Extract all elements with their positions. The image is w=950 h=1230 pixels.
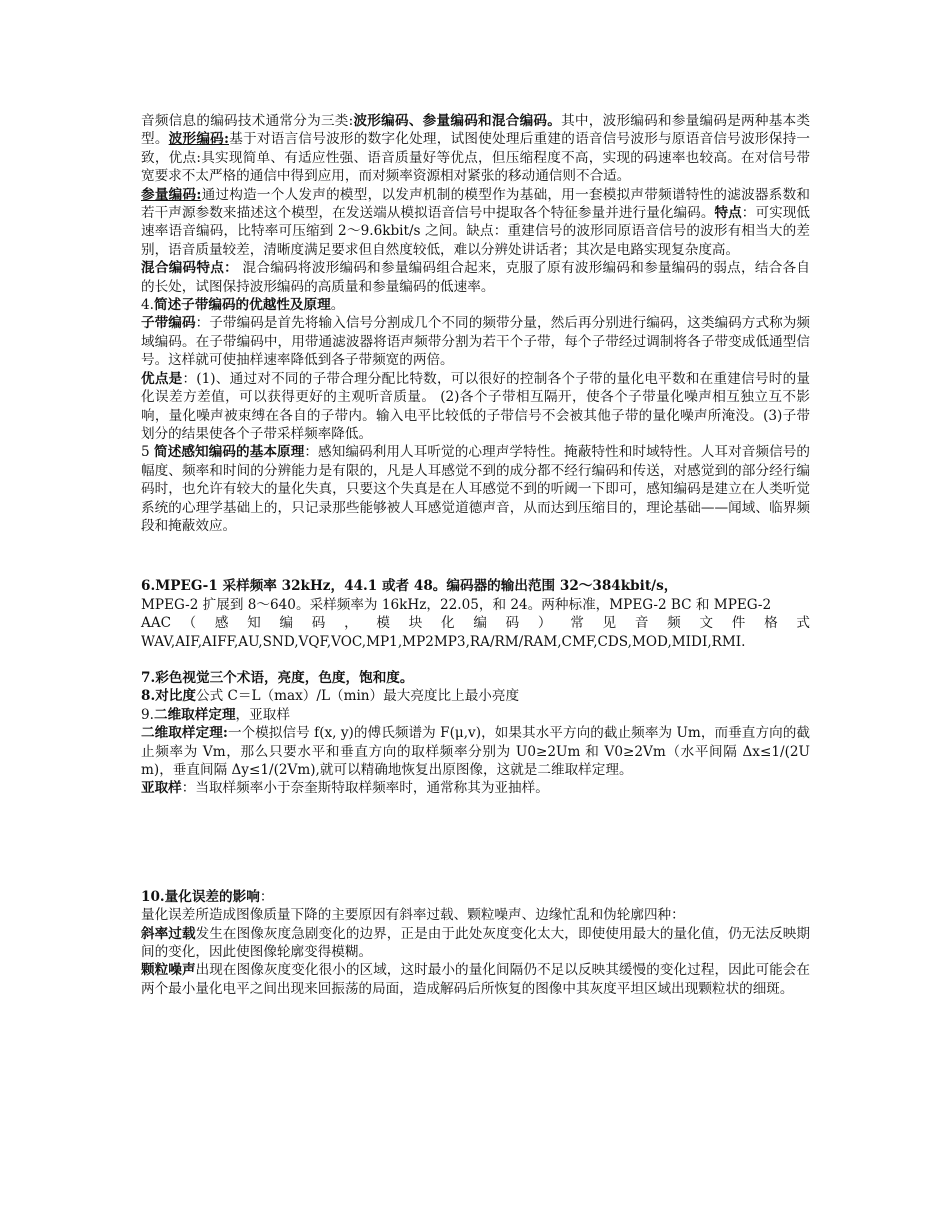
bold-text: 简述感知编码的基本原理: [154, 444, 305, 461]
term-subsampling: 亚取样: [141, 780, 182, 797]
paragraph-contrast: [141, 687, 810, 705]
term-granular-noise: 颗粒噪声: [141, 962, 196, 979]
text: 发生在图像灰度急剧变化的边界，正是由于此处灰度变化太大，即使使用最大的量化值，仍无法反映期间的变化，因此使图像轮廓变得模糊。: [141, 925, 811, 961]
text: 。: [330, 297, 345, 314]
term-parametric-coding: 参量编码:: [141, 186, 202, 203]
text: ：感知编码利用人耳听觉的心理声学特性。掩蔽特性和时域特性。人耳对音频信号的幅度、频率和时间的分辨能力是有限的，凡是人耳感觉不到的成分都不经行编码和传送，对感觉到的部分经行编码时，也允许有较大的量化失真，只要这个失真是在人耳感觉不到的听阈一下即可，感知编码是建立在人类听觉系统的心理学基础上的，只记录那些能够被人耳感觉道德声音，从而达到压缩目的，理论基础——闻域、临界频段和掩蔽效应。: [141, 444, 810, 534]
bold-text: 7.彩色视觉三个术语，亮度，色度，饱和度。: [141, 669, 414, 686]
text: 其中，波形编码和参量编码是两种基本类型。: [141, 113, 810, 148]
bold-text: 6.MPEG-1 采样频率 32kHz，44.1 或者 48。编码器的输出范围 32～384kbit/s，: [141, 578, 678, 595]
paragraph-granular-noise: [141, 961, 810, 998]
heading-color-vision: [141, 669, 810, 687]
bold-text: 简述子带编码的优越性及原理: [153, 297, 331, 314]
term-hybrid-coding: 混合编码特点：: [141, 260, 238, 277]
heading-mpeg1: [141, 577, 810, 595]
paragraph-quantization-causes: [141, 906, 810, 924]
document-page: [141, 112, 810, 998]
bold-text: 二维取样定理: [153, 706, 236, 723]
text: 公式 C＝L（max）/L（min）最大亮度比上最小亮度: [195, 688, 520, 705]
text: ：当取样频率小于奈奎斯特取样频率时，通常称其为亚抽样。: [181, 780, 549, 797]
term-waveform-coding: 波形编码:: [168, 131, 230, 148]
text: 通过构造一个人发声的模型，以发声机制的模型作为基础，用一套模拟声带频谱特性的滤波器系数和若干声源参数来描述这个模型，在发送端从模拟语音信号中提取各个特征参量并进行量化编码。: [141, 186, 810, 222]
spacer: [141, 535, 810, 577]
bold-text: 波形编码、参量编码和混合编码。: [353, 113, 562, 129]
term-advantages: 优点是: [141, 370, 183, 387]
term-sampling-theorem: 二维取样定理:: [141, 725, 228, 742]
text: 4.: [141, 297, 154, 314]
text: WAV,AIF,AIFF,AU,SND,VQF,VOC,MP1,MP2MP3,RA/RM/RAM,CMF,CDS,MOD,MIDI,RMI.: [141, 633, 746, 650]
heading-sampling-theorem: [141, 706, 810, 724]
text: 基于对语言信号波形的数字化处理，试图使处理后重建的语音信号波形与原语音信号波形保持一致，优点:具实现简单、有适应性强、语音质量好等优点，但压缩程度不高，实现的码速率也较高。在对信号带宽要求不太严格的通信中得到应用，而对频率资源相对紧张的移动通信则不合适。: [141, 131, 811, 185]
paragraph-parametric-coding: [141, 186, 810, 260]
paragraph-subsampling: [141, 779, 810, 797]
spacer: [141, 651, 810, 669]
text: 混合编码将波形编码和参量编码组合起来，克服了原有波形编码和参量编码的弱点，结合各自的长处，试图保持波形编码的高质量和参量编码的低速率。: [141, 260, 810, 295]
text: ：: [259, 888, 274, 905]
paragraph-audio-formats: [141, 633, 810, 651]
heading-quantization-error: [141, 888, 810, 906]
paragraph-hybrid-coding: [141, 259, 810, 296]
term-slope-overload: 斜率过载: [141, 925, 196, 942]
text: 音频信息的编码技术通常分为三类:: [141, 113, 354, 129]
text: AAC （ 感 知 编 码 ， 模 块 化 编 码 ） 常 见 音 频 文 件 格 式: [141, 615, 810, 632]
paragraph-sampling-theorem: [141, 724, 810, 779]
paragraph-slope-overload: [141, 925, 810, 962]
paragraph-perceptual-coding: [141, 443, 810, 535]
bold-text: 10.量化误差的影响: [141, 888, 260, 905]
text: MPEG-2 扩展到 8～640。采样频率为 16kHz，22.05，和 24。两种标准，MPEG-2 BC 和 MPEG-2: [141, 596, 772, 613]
paragraph-advantages: [141, 370, 810, 444]
text: 5: [141, 444, 155, 461]
text: 一个模拟信号 f(x, y)的傅氏频谱为 F(μ,v)，如果其水平方向的截止频率为 Um，而垂直方向的截止频率为 Vm，那么只要水平和垂直方向的取样频率分别为 U0≥2Um 和 V0≥2Vm（水平间隔 Δx≤1/(2Um)，垂直间隔 Δy≤1/(2Vm),就可以精确地恢复出原图像，这就是二维取样定理。: [141, 725, 810, 778]
paragraph-mpeg2-line2: [141, 614, 810, 632]
text: 9.: [141, 706, 154, 723]
term-contrast: 8.对比度: [141, 688, 196, 705]
text: 量化误差所造成图像质量下降的主要原因有斜率过载、颗粒噪声、边缘忙乱和伪轮廓四种：: [141, 907, 685, 924]
bold-text: 特点: [714, 205, 742, 222]
text: ，亚取样: [235, 706, 290, 723]
paragraph-subband-coding: [141, 314, 810, 369]
spacer: [141, 798, 810, 888]
heading-subband-coding: [141, 296, 810, 314]
term-subband-coding: 子带编码: [141, 315, 196, 332]
paragraph-audio-coding-types: [141, 112, 810, 186]
paragraph-mpeg2-line1: [141, 596, 810, 614]
text: ：可实现低速率语音编码，比特率可压缩到 2～9.6kbit/s 之间。缺点：重建信号的波形同原语音信号的波形有相当大的差别，语音质量较差，清晰度满足要求但自然度较低，难以分辨处讲话者；其次是电路实现复杂度高。: [141, 205, 811, 258]
text: 出现在图像灰度变化很小的区域，这时最小的量化间隔仍不足以反映其缓慢的变化过程，因此可能会在两个最小量化电平之间出现来回振荡的局面，造成解码后所恢复的图像中其灰度平坦区域出现颗粒状的细斑。: [141, 962, 811, 997]
text: ：(1)、通过对不同的子带合理分配比特数，可以很好的控制各个子带的量化电平数和在重建信号时的量化误差方差值，可以获得更好的主观听音质量。 (2)各个子带相互隔开，使各个子带量化噪声相互独立互不影响，量化噪声被束缚在各自的子带内。输入电平比较低的子带信号不会被其他子带的量化噪声所淹没。(3)子带划分的结果使各个子带采样频率降低。: [141, 370, 810, 442]
text: ：子带编码是首先将输入信号分割成几个不同的频带分量，然后再分别进行编码，这类编码方式称为频域编码。在子带编码中，用带通滤波器将语声频带分割为若干个子带，每个子带经过调制将各子带变成低通型信号。这样就可使抽样速率降低到各子带频宽的两倍。: [141, 315, 811, 369]
